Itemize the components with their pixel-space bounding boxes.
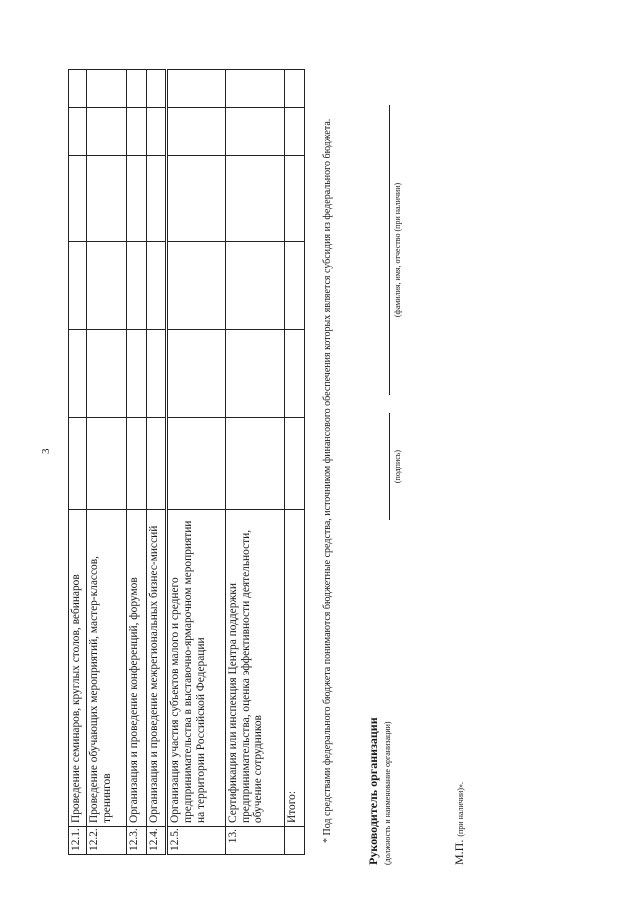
page-number: 3 bbox=[40, 448, 52, 454]
empty-cell bbox=[284, 108, 304, 156]
table-row bbox=[69, 70, 87, 855]
table-row bbox=[126, 70, 146, 855]
stamp-note: (при наличии)». bbox=[456, 782, 465, 837]
signature-line bbox=[389, 413, 390, 520]
empty-cell bbox=[284, 418, 304, 510]
row-number bbox=[284, 827, 304, 855]
empty-cell bbox=[284, 70, 304, 108]
empty-cell bbox=[225, 108, 284, 156]
empty-cell bbox=[146, 418, 166, 510]
empty-cell bbox=[167, 70, 226, 108]
empty-cell bbox=[87, 70, 127, 108]
empty-cell bbox=[69, 108, 87, 156]
signature-caption: (подпись) bbox=[393, 449, 402, 484]
empty-cell bbox=[167, 418, 226, 510]
empty-cell bbox=[87, 108, 127, 156]
empty-cell bbox=[146, 108, 166, 156]
footnote: * Под средствами федерального бюджета понимаются бюджетные средства, источником финансового обеспечения которых является субсидия из федерального бюджета. bbox=[322, 118, 333, 843]
name-caption: (фамилия, имя, отчество (при наличии) bbox=[393, 182, 402, 318]
row-number: 12.3. bbox=[126, 827, 146, 855]
row-number: 12.2. bbox=[87, 827, 127, 855]
empty-cell bbox=[146, 330, 166, 418]
empty-cell bbox=[126, 70, 146, 108]
empty-cell bbox=[87, 418, 127, 510]
stamp-label: М.П. bbox=[452, 839, 466, 865]
row-number: 13. bbox=[225, 827, 284, 855]
empty-cell bbox=[69, 330, 87, 418]
empty-cell bbox=[284, 242, 304, 330]
empty-cell bbox=[126, 330, 146, 418]
empty-cell bbox=[69, 70, 87, 108]
table-row-total bbox=[284, 70, 304, 855]
empty-cell bbox=[87, 330, 127, 418]
expense-table bbox=[68, 69, 305, 855]
table-row bbox=[87, 70, 127, 855]
empty-cell bbox=[225, 156, 284, 242]
empty-cell bbox=[167, 242, 226, 330]
head-title: Руководитель организации bbox=[366, 717, 380, 865]
name-line bbox=[389, 105, 390, 395]
table-row bbox=[146, 70, 166, 855]
row-label: Итого: bbox=[284, 510, 304, 827]
empty-cell bbox=[146, 156, 166, 242]
row-label: Организация и проведение межрегиональных бизнес-миссий bbox=[146, 510, 166, 827]
table-row bbox=[167, 70, 226, 855]
empty-cell bbox=[146, 70, 166, 108]
empty-cell bbox=[87, 156, 127, 242]
row-number: 12.5. bbox=[167, 827, 226, 855]
empty-cell bbox=[126, 156, 146, 242]
empty-cell bbox=[146, 242, 166, 330]
empty-cell bbox=[69, 418, 87, 510]
stamp-place bbox=[452, 782, 467, 865]
empty-cell bbox=[225, 242, 284, 330]
row-label: Сертификация или инспекция Центра поддержки предпринимательства, оценка эффективности деятельности, обучение сотрудников bbox=[225, 510, 284, 827]
row-label: Организация и проведение конференций, форумов bbox=[126, 510, 146, 827]
row-number: 12.1. bbox=[69, 827, 87, 855]
empty-cell bbox=[167, 330, 226, 418]
empty-cell bbox=[167, 108, 226, 156]
row-label: Организация участия субъектов малого и среднего предпринимательства в выставочно-ярмарочном мероприятии на территории Российской Федерации bbox=[167, 510, 226, 827]
table-row bbox=[225, 70, 284, 855]
empty-cell bbox=[69, 156, 87, 242]
head-subtitle: (должность и наименование организации) bbox=[383, 721, 392, 865]
empty-cell bbox=[126, 242, 146, 330]
row-number: 12.4. bbox=[146, 827, 166, 855]
empty-cell bbox=[126, 108, 146, 156]
empty-cell bbox=[225, 70, 284, 108]
empty-cell bbox=[167, 156, 226, 242]
empty-cell bbox=[284, 156, 304, 242]
empty-cell bbox=[225, 330, 284, 418]
empty-cell bbox=[284, 330, 304, 418]
empty-cell bbox=[225, 418, 284, 510]
empty-cell bbox=[69, 242, 87, 330]
empty-cell bbox=[126, 418, 146, 510]
row-label: Проведение обучающих мероприятий, мастер-классов, тренингов bbox=[87, 510, 127, 827]
row-label: Проведение семинаров, круглых столов, вебинаров bbox=[69, 510, 87, 827]
empty-cell bbox=[87, 242, 127, 330]
